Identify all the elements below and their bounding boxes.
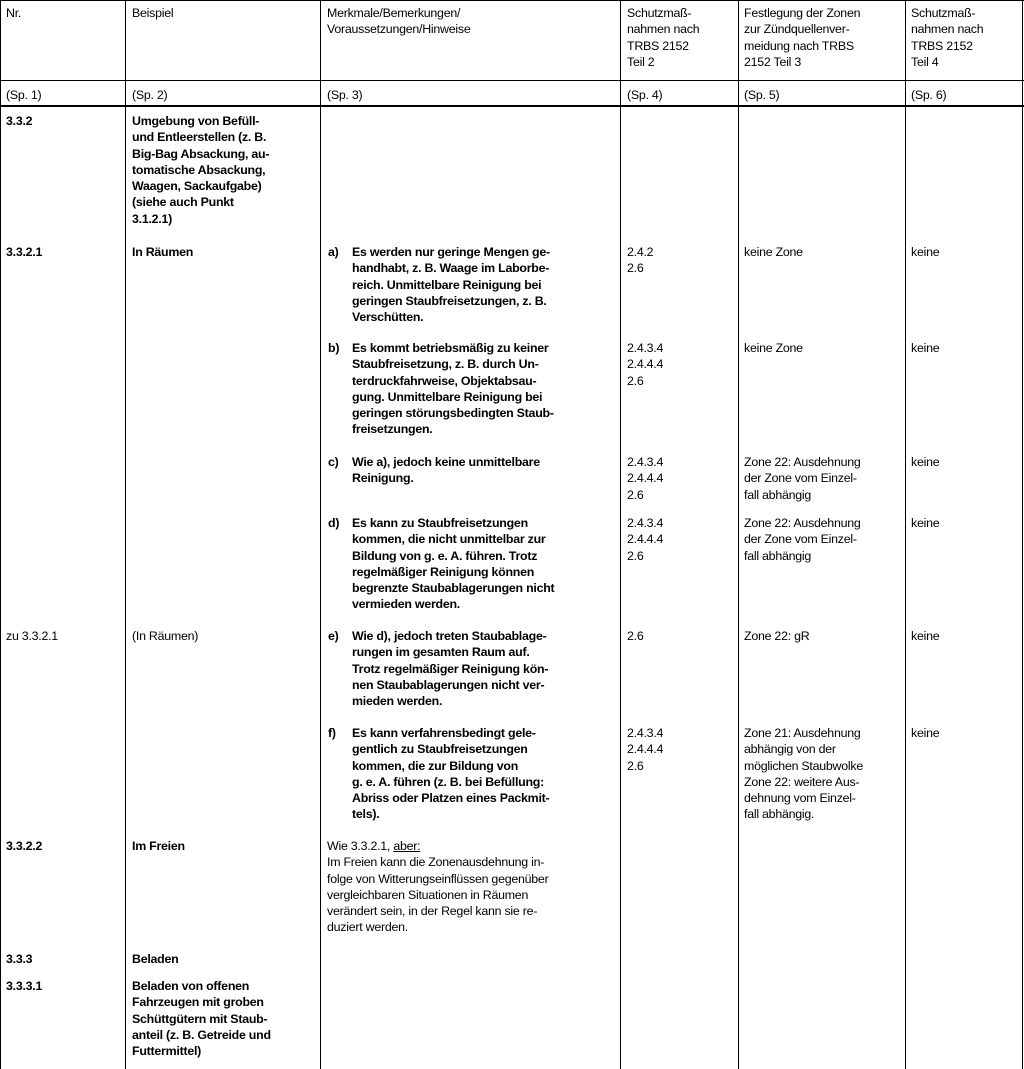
item-sp6: keine — [911, 726, 940, 740]
row-beispiel: Beladen von offenen Fahrzeugen mit groben Schüttgütern mit Staub- anteil (z. B. Getreide und Futtermittel) — [132, 979, 271, 1059]
item-sp6: keine — [911, 455, 940, 469]
item-sp4: 2.4.3.4 2.4.4.4 2.6 — [627, 341, 664, 388]
header-sp6: Schutzmaß- nahmen nach TRBS 2152 Teil 4 — [911, 6, 984, 69]
item-sp4: 2.4.2 2.6 — [627, 245, 654, 276]
table-border-top — [0, 0, 1024, 1]
row-beispiel: Im Freien — [132, 839, 185, 853]
sp-label: (Sp. 1) — [6, 88, 42, 102]
column-divider — [125, 0, 126, 1069]
row-nr: 3.3.3 — [6, 952, 33, 966]
item-sp4: 2.4.3.4 2.4.4.4 2.6 — [627, 455, 664, 502]
item-label: c) — [328, 455, 339, 469]
sp-label: (Sp. 2) — [132, 88, 168, 102]
item-text: Es kann zu Staubfreisetzungen kommen, die nicht unmittelbar zur Bildung von g. e. A. führen. Trotz regelmäßiger Reinigung können begrenzte Staubablagerungen nicht vermieden werden. — [352, 516, 555, 612]
header-divider — [0, 105, 1024, 107]
header-merkmale: Merkmale/Bemerkungen/ Voraussetzungen/Hinweise — [327, 6, 471, 37]
item-label: b) — [328, 341, 340, 355]
header-nr: Nr. — [6, 6, 22, 20]
item-sp5: Zone 22: Ausdehnung der Zone vom Einzel- fall abhängig — [744, 516, 861, 563]
item-sp5: Zone 22: Ausdehnung der Zone vom Einzel- fall abhängig — [744, 455, 861, 502]
row-beispiel: In Räumen — [132, 245, 194, 259]
item-sp6: keine — [911, 341, 940, 355]
row-nr: 3.3.2.2 — [6, 839, 43, 853]
item-text: Es werden nur geringe Mengen ge- handhabt, z. B. Waage im Laborbe- reich. Unmittelbare Reinigung bei geringen Staubfreisetzungen, z. B. Verschütten. — [352, 245, 550, 325]
header-beispiel: Beispiel — [132, 6, 174, 20]
table-border-right — [1022, 0, 1023, 1069]
item-text: Wie a), jedoch keine unmittelbare Reinigung. — [352, 455, 540, 486]
item-sp6: keine — [911, 245, 940, 259]
row-merkmale — [327, 838, 617, 936]
sp-label: (Sp. 4) — [627, 88, 663, 102]
sp-label: (Sp. 3) — [327, 88, 363, 102]
item-sp5: Zone 21: Ausdehnung abhängig von der möglichen Staubwolke Zone 22: weitere Aus- dehnung vom Einzel- fall abhängig. — [744, 726, 863, 822]
sp-label: (Sp. 5) — [744, 88, 780, 102]
row-nr: 3.3.3.1 — [6, 979, 43, 993]
item-text: Wie d), jedoch treten Staubablage- rungen im gesamten Raum auf. Trotz regelmäßiger Reinigung kön- nen Staubablagerungen nicht ver- mieden werden. — [352, 629, 549, 709]
item-sp5: keine Zone — [744, 245, 803, 259]
row-nr: 3.3.2 — [6, 114, 33, 128]
item-sp4: 2.6 — [627, 629, 644, 643]
item-label: e) — [328, 629, 339, 643]
item-sp5: Zone 22: gR — [744, 629, 810, 643]
header-sp4: Schutzmaß- nahmen nach TRBS 2152 Teil 2 — [627, 6, 700, 69]
column-divider — [320, 0, 321, 1069]
sp-label: (Sp. 6) — [911, 88, 947, 102]
column-divider — [905, 0, 906, 1069]
item-sp6: keine — [911, 516, 940, 530]
column-divider — [620, 0, 621, 1069]
table-border-left — [0, 0, 1, 1069]
item-text: Es kann verfahrensbedingt gele- gentlich zu Staubfreisetzungen kommen, die zur Bildung von g. e. A. führen (z. B. bei Befüllung: Abriss oder Platzen eines Packmit- tels). — [352, 726, 550, 822]
item-text: Es kommt betriebsmäßig zu keiner Staubfreisetzung, z. B. durch Un- terdruckfahrweise, Objektabsau- gung. Unmittelbare Reinigung bei geringen störungsbedingten Staub- freisetzungen. — [352, 341, 554, 437]
row-nr: zu 3.3.2.1 — [6, 629, 58, 643]
item-sp4: 2.4.3.4 2.4.4.4 2.6 — [627, 516, 664, 563]
row-nr: 3.3.2.1 — [6, 245, 43, 259]
row-beispiel: (In Räumen) — [132, 629, 199, 643]
row-beispiel: Umgebung von Befüll- und Entleerstellen (z. B. Big-Bag Absackung, au- tomatische Absackung, Waagen, Sackaufgabe) (siehe auch Punkt 3.1.2.1) — [132, 114, 270, 226]
row-beispiel: Beladen — [132, 952, 179, 966]
text-body: Im Freien kann die Zonenausdehnung in- folge von Witterungseinflüssen gegenüber vergleichbaren Situationen in Räumen verändert sein, in der Regel kann sie re- duziert werden. — [327, 855, 549, 935]
item-label: f) — [328, 726, 336, 740]
header-sp5: Festlegung der Zonen zur Zündquellenver- meidung nach TRBS 2152 Teil 3 — [744, 6, 861, 69]
column-divider — [738, 0, 739, 1069]
text-prefix: Wie 3.3.2.1, — [327, 839, 394, 853]
item-sp4: 2.4.3.4 2.4.4.4 2.6 — [627, 726, 664, 773]
item-sp5: keine Zone — [744, 341, 803, 355]
item-label: d) — [328, 516, 340, 530]
item-label: a) — [328, 245, 339, 259]
row-divider — [0, 80, 1024, 81]
item-sp6: keine — [911, 629, 940, 643]
underlined-text: aber: — [393, 839, 421, 853]
